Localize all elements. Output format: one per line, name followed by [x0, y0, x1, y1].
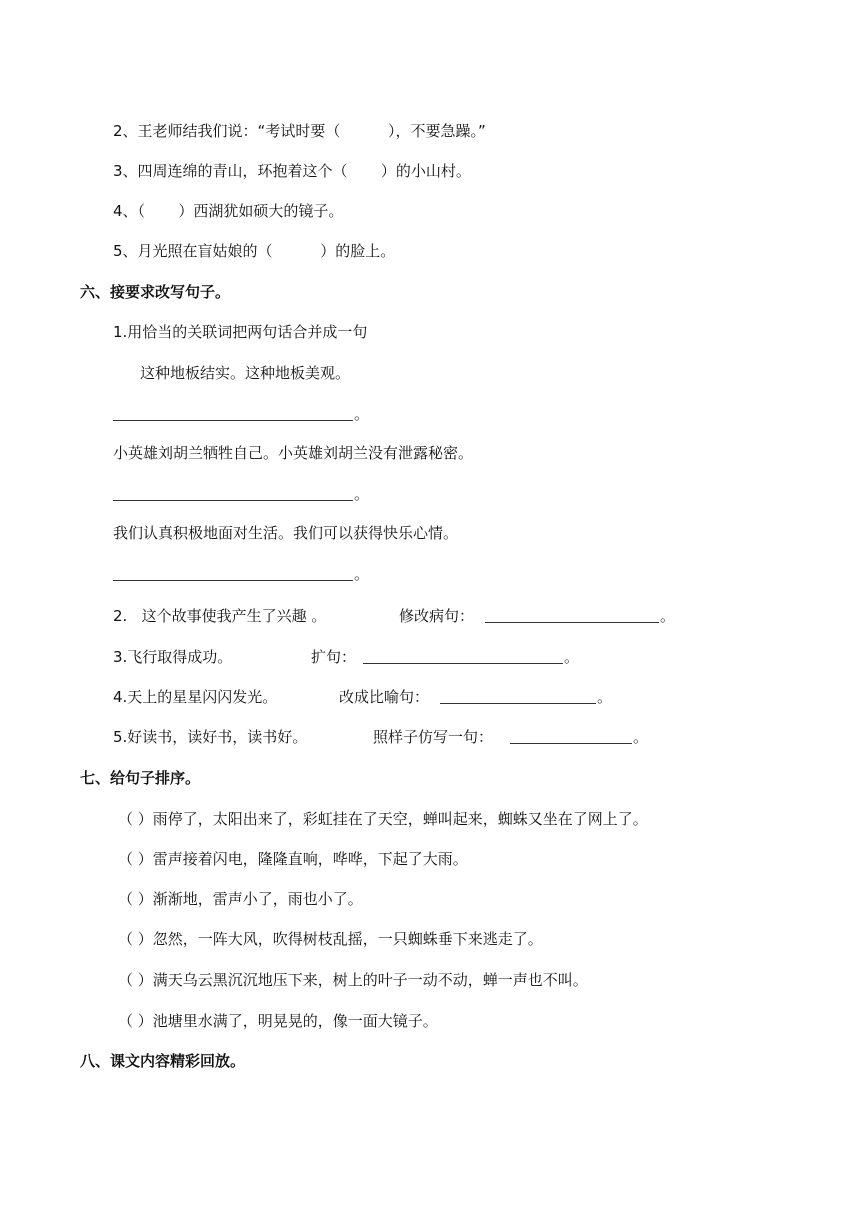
q4-label: 改成比喻句： [339, 688, 430, 706]
fill-blank-item-2: 2、王老师结我们说：“考试时要（ ），不要急躁。” [113, 122, 486, 140]
answer-line-3[interactable] [113, 580, 353, 581]
order-item-4: （ ）忽然，一阵大风，吹得树枝乱摇，一只蜘蛛垂下来逃走了。 [118, 930, 543, 948]
q4-period: 。 [597, 688, 613, 706]
order-item-3: （ ）渐渐地，雷声小了，雨也小了。 [118, 890, 363, 908]
answer-line-3-period: 。 [354, 565, 370, 583]
section-6-heading: 六、接要求改写句子。 [80, 283, 231, 301]
q5-text: 5.好读书，读好书，读书好。 [113, 728, 308, 746]
q3-period: 。 [564, 648, 580, 666]
q5-period: 。 [633, 728, 649, 746]
q4-text: 4.天上的星星闪闪发光。 [113, 688, 278, 706]
section-7-heading: 七、给句子排序。 [80, 769, 201, 787]
q4-answer-line[interactable] [440, 703, 596, 704]
q2-period: 。 [660, 607, 676, 625]
q2-answer-line[interactable] [485, 622, 659, 623]
q1-sentence-1: 这种地板结实。这种地板美观。 [140, 364, 351, 382]
q2-text: 2. 这个故事使我产生了兴趣 。 [113, 607, 327, 625]
answer-line-2-period: 。 [354, 485, 370, 503]
q2-label: 修改病句： [399, 607, 475, 625]
fill-blank-item-3: 3、四周连绵的青山，环抱着这个（ ）的小山村。 [113, 162, 471, 180]
order-item-1: （ ）雨停了，太阳出来了，彩虹挂在了天空，蝉叫起来，蜘蛛又坐在了网上了。 [118, 810, 648, 828]
order-item-6: （ ）池塘里水满了，明晃晃的，像一面大镜子。 [118, 1012, 438, 1030]
answer-line-2[interactable] [113, 500, 353, 501]
q3-label: 扩句： [311, 648, 357, 666]
q1-sentence-3: 我们认真积极地面对生活。我们可以获得快乐心情。 [113, 524, 459, 542]
q1-title: 1.用恰当的关联词把两句话合并成一句 [113, 323, 368, 341]
q5-answer-line[interactable] [510, 743, 632, 744]
answer-line-1-period: 。 [354, 405, 370, 423]
q3-answer-line[interactable] [363, 663, 563, 664]
answer-line-1[interactable] [113, 420, 353, 421]
fill-blank-item-4: 4、（ ）西湖犹如硕大的镜子。 [113, 202, 344, 220]
fill-blank-item-5: 5、月光照在盲姑娘的（ ）的脸上。 [113, 242, 396, 260]
section-8-heading: 八、课文内容精彩回放。 [80, 1052, 246, 1070]
q5-label: 照样子仿写一句： [373, 728, 494, 746]
order-item-5: （ ）满天乌云黑沉沉地压下来，树上的叶子一动不动，蝉一声也不叫。 [118, 971, 588, 989]
q3-text: 3.飞行取得成功。 [113, 648, 233, 666]
q1-sentence-2: 小英雄刘胡兰牺牲自己。小英雄刘胡兰没有泄露秘密。 [113, 444, 474, 462]
order-item-2: （ ）雷声接着闪电，隆隆直响，哗哗，下起了大雨。 [118, 850, 468, 868]
